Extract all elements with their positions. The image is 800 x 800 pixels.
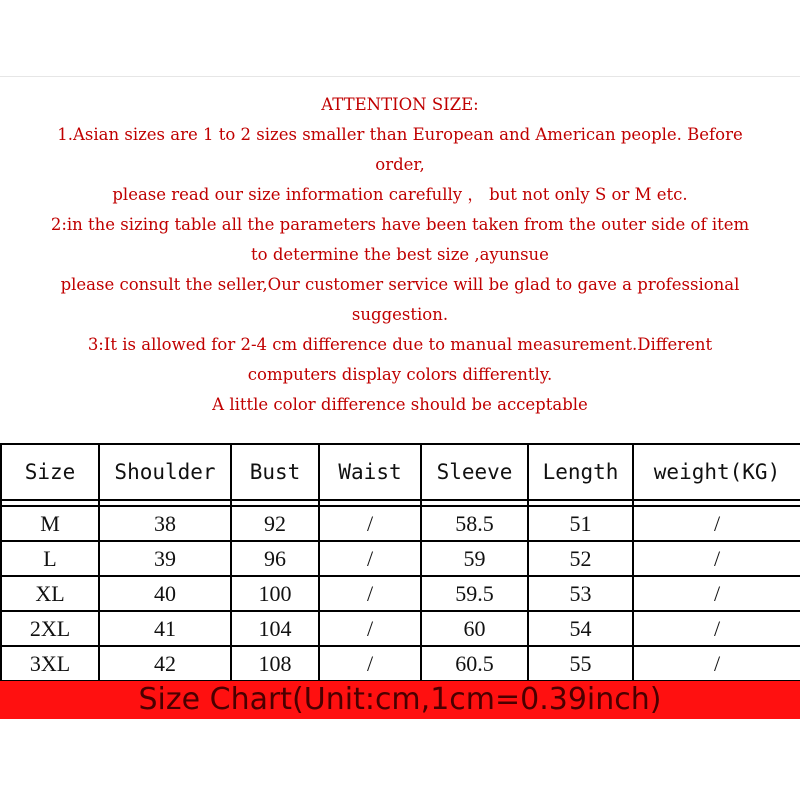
cell-bust: 96	[231, 541, 319, 576]
notice-line: please read our size information carefully ， but not only S or M etc.	[112, 185, 688, 204]
cell-size: L	[1, 541, 99, 576]
notice-line: to determine the best size ,ayunsue	[251, 245, 549, 264]
cell-shoulder: 38	[99, 506, 231, 541]
notice-line: A little color difference should be acceptable	[212, 395, 588, 414]
cell-weight: /	[633, 646, 800, 681]
cell-bust: 100	[231, 576, 319, 611]
attention-notice	[0, 90, 800, 420]
column-header-sleeve: Sleeve	[421, 444, 528, 500]
cell-sleeve: 60	[421, 611, 528, 646]
cell-shoulder: 39	[99, 541, 231, 576]
cell-sleeve: 58.5	[421, 506, 528, 541]
table-header-row	[1, 444, 800, 500]
cell-length: 52	[528, 541, 633, 576]
cell-waist: /	[319, 506, 421, 541]
cell-sleeve: 59	[421, 541, 528, 576]
notice-line: suggestion.	[351, 305, 449, 324]
notice-line: 3:It is allowed for 2-4 cm difference due to manual measurement.Different	[87, 335, 713, 354]
notice-line: computers display colors differently.	[247, 365, 553, 384]
notice-line: 1.Asian sizes are 1 to 2 sizes smaller than European and American people. Before	[57, 125, 743, 144]
cell-sleeve: 60.5	[421, 646, 528, 681]
notice-title: ATTENTION SIZE:	[321, 95, 479, 114]
table-row	[1, 611, 800, 646]
column-header-shoulder: Shoulder	[99, 444, 231, 500]
notice-line: order,	[375, 155, 425, 174]
column-header-waist: Waist	[319, 444, 421, 500]
table-row	[1, 576, 800, 611]
column-header-weight: weight(KG)	[633, 444, 800, 500]
cell-weight: /	[633, 541, 800, 576]
cell-shoulder: 41	[99, 611, 231, 646]
cell-bust: 104	[231, 611, 319, 646]
cell-length: 55	[528, 646, 633, 681]
cell-size: 2XL	[1, 611, 99, 646]
cell-weight: /	[633, 611, 800, 646]
cell-waist: /	[319, 646, 421, 681]
size-chart-banner: Size Chart(Unit:cm,1cm=0.39inch)	[0, 681, 800, 719]
column-header-size: Size	[1, 444, 99, 500]
notice-line: 2:in the sizing table all the parameters have been taken from the outer side of item	[50, 215, 750, 234]
table-row	[1, 646, 800, 681]
top-divider	[0, 76, 800, 77]
size-table	[0, 443, 800, 682]
cell-waist: /	[319, 541, 421, 576]
cell-length: 51	[528, 506, 633, 541]
cell-sleeve: 59.5	[421, 576, 528, 611]
table-row	[1, 541, 800, 576]
cell-length: 53	[528, 576, 633, 611]
cell-length: 54	[528, 611, 633, 646]
cell-size: M	[1, 506, 99, 541]
cell-size: 3XL	[1, 646, 99, 681]
cell-shoulder: 42	[99, 646, 231, 681]
table-row	[1, 506, 800, 541]
cell-size: XL	[1, 576, 99, 611]
cell-bust: 108	[231, 646, 319, 681]
cell-bust: 92	[231, 506, 319, 541]
column-header-length: Length	[528, 444, 633, 500]
cell-weight: /	[633, 576, 800, 611]
notice-line: please consult the seller,Our customer service will be glad to gave a professional	[60, 275, 740, 294]
cell-weight: /	[633, 506, 800, 541]
cell-waist: /	[319, 611, 421, 646]
column-header-bust: Bust	[231, 444, 319, 500]
cell-shoulder: 40	[99, 576, 231, 611]
cell-waist: /	[319, 576, 421, 611]
